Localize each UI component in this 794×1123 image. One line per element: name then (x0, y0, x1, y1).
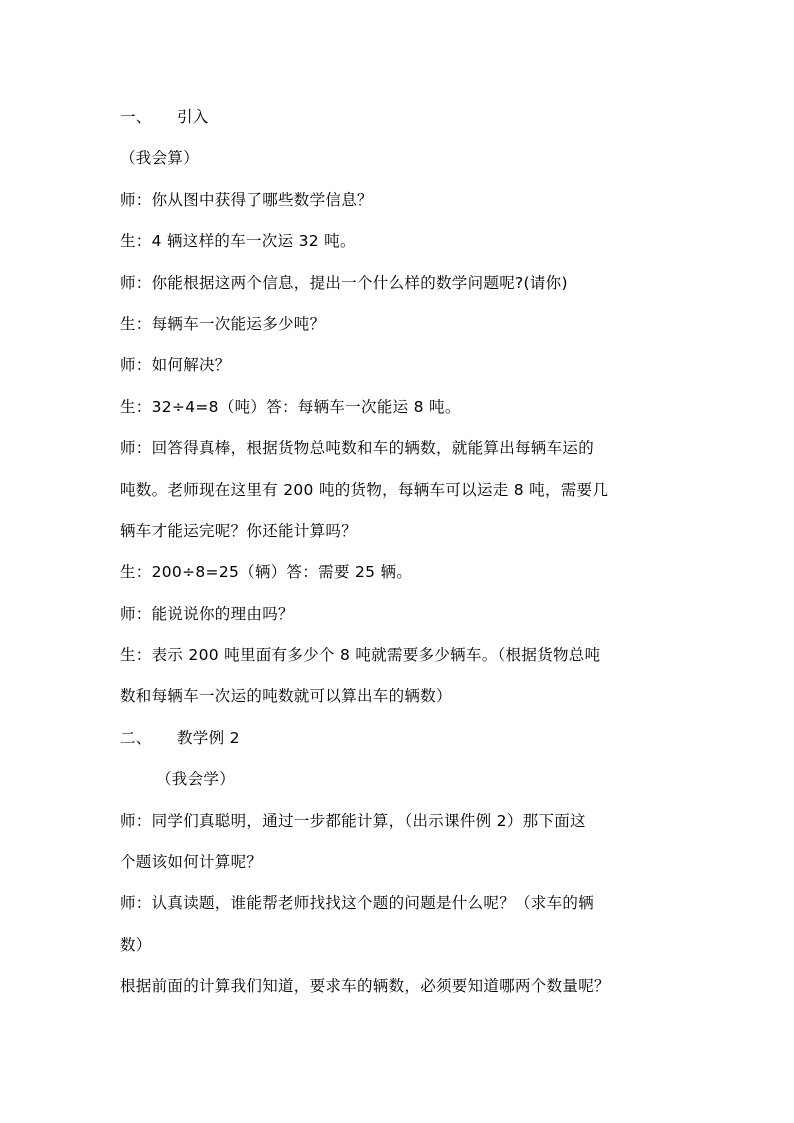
paragraph: 师：如何解决？ (120, 356, 231, 375)
section-title: 引入 (177, 108, 209, 126)
paragraph: 师：能说说你的理由吗？ (120, 604, 294, 623)
paragraph: 根据前面的计算我们知道，要求车的辆数，必须要知道哪两个数量呢？ (120, 977, 610, 996)
paragraph: 吨数。老师现在这里有 200 吨的货物，每辆车可以运走 8 吨，需要几 (120, 480, 609, 499)
section-heading-intro (120, 102, 680, 143)
section-title: 教学例 2 (177, 728, 240, 747)
paragraph: 师：你从图中获得了哪些数学信息？ (120, 190, 373, 209)
section-number: 二、 (120, 728, 152, 747)
paragraph: 生：32÷4=8（吨）答：每辆车一次能运 8 吨。 (120, 397, 461, 416)
paragraph: 生：每辆车一次能运多少吨？ (120, 314, 326, 333)
paragraph: 生：200÷8=25（辆）答：需要 25 辆。 (120, 563, 413, 582)
paragraph: 师：你能根据这两个信息，提出一个什么样的数学问题呢?(请你) (120, 273, 568, 292)
paragraph: 个题该如何计算呢？ (120, 853, 263, 872)
paragraph: 数和每辆车一次运的吨数就可以算出车的辆数） (120, 687, 452, 706)
section-heading-example-2 (120, 723, 680, 764)
paragraph: 辆车才能运完呢？你还能计算吗？ (120, 521, 358, 540)
paragraph: 师：认真读题，谁能帮老师找找这个题的问题是什么呢？（求车的辆 (120, 894, 595, 913)
paragraph: 生：表示 200 吨里面有多少个 8 吨就需要多少辆车。（根据货物总吨 (120, 646, 601, 665)
document-body (120, 102, 680, 1013)
paragraph: 师：回答得真棒，根据货物总吨数和车的辆数，就能算出每辆车运的 (120, 439, 595, 458)
paragraph: 师：同学们真聪明，通过一步都能计算，（出示课件例 2）那下面这 (120, 811, 586, 830)
paragraph: （我会算） (120, 149, 200, 168)
section-number: 一、 (120, 108, 152, 126)
paragraph: 数） (120, 935, 152, 954)
paragraph: 生：4 辆这样的车一次运 32 吨。 (120, 232, 356, 251)
subheading: （我会学） (156, 770, 236, 789)
